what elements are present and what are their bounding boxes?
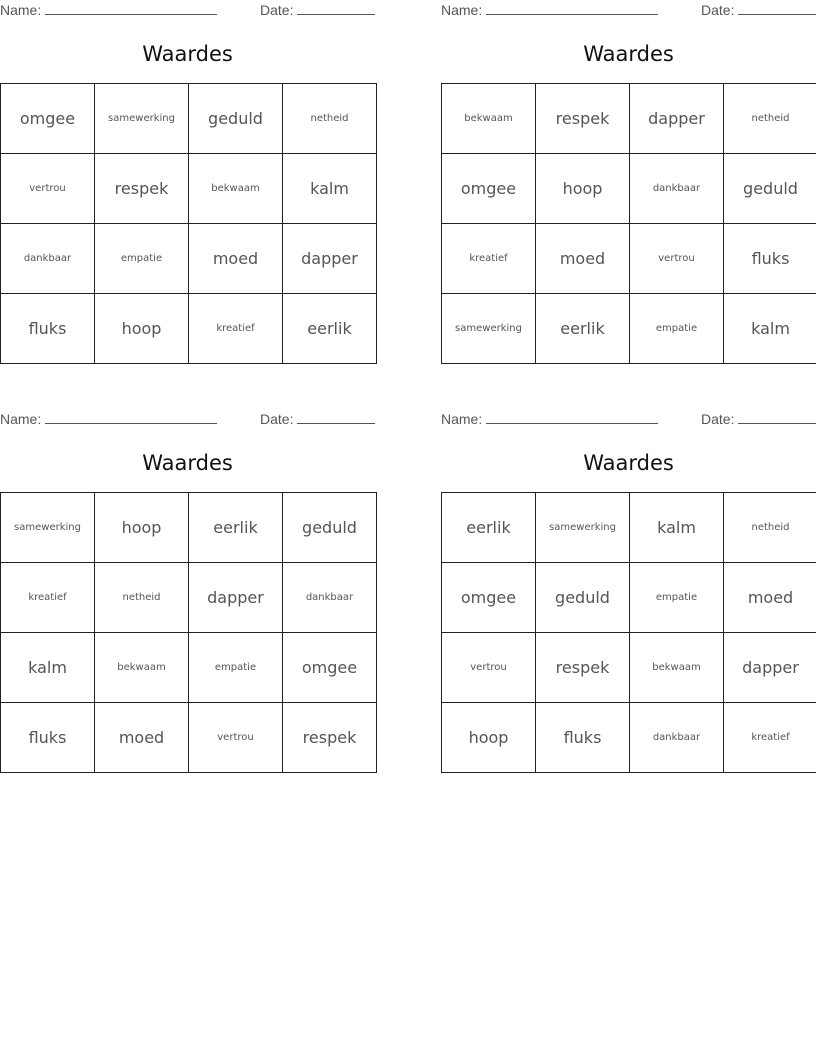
grid-cell: geduld	[189, 84, 283, 154]
grid-cell: dapper	[724, 633, 816, 703]
grid-cell: netheid	[95, 563, 189, 633]
grid-cell: dankbaar	[1, 224, 95, 294]
grid-cell: geduld	[536, 563, 630, 633]
grid-row	[1, 294, 377, 364]
grid-row	[442, 563, 816, 633]
grid-cell: kreatief	[442, 224, 536, 294]
date-label: Date:	[260, 411, 294, 427]
name-blank-line	[486, 411, 658, 424]
grid-cell: kalm	[1, 633, 95, 703]
grid-cell: omgee	[442, 154, 536, 224]
name-blank-line	[486, 2, 658, 15]
grid-cell: kalm	[283, 154, 377, 224]
grid-row	[442, 294, 816, 364]
grid-cell: empatie	[630, 294, 724, 364]
grid-cell: dankbaar	[630, 703, 724, 773]
grid-cell: dapper	[630, 84, 724, 154]
grid-cell: eerlik	[536, 294, 630, 364]
grid-cell: respek	[283, 703, 377, 773]
grid-row	[442, 224, 816, 294]
name-date-line	[441, 411, 816, 429]
grid-cell: kreatief	[189, 294, 283, 364]
grid-row	[442, 84, 816, 154]
grid-cell: bekwaam	[189, 154, 283, 224]
grid-cell: eerlik	[442, 493, 536, 563]
grid-cell: moed	[724, 563, 816, 633]
grid-cell: fluks	[536, 703, 630, 773]
grid-cell: bekwaam	[630, 633, 724, 703]
grid-cell: empatie	[189, 633, 283, 703]
name-field	[0, 411, 217, 427]
date-field	[260, 2, 375, 18]
name-label: Name:	[441, 2, 483, 18]
grid-cell: respek	[536, 84, 630, 154]
grid-cell: fluks	[1, 294, 95, 364]
name-date-line	[0, 411, 375, 429]
name-date-line	[0, 2, 375, 20]
grid-cell: moed	[95, 703, 189, 773]
grid-cell: samewerking	[1, 493, 95, 563]
name-date-line	[441, 2, 816, 20]
card-title: Waardes	[583, 42, 674, 66]
grid-cell: omgee	[442, 563, 536, 633]
date-blank-line	[297, 2, 375, 15]
grid-cell: geduld	[724, 154, 816, 224]
grid-row	[442, 633, 816, 703]
grid-cell: vertrou	[442, 633, 536, 703]
grid-row	[1, 563, 377, 633]
date-blank-line	[297, 411, 375, 424]
grid-row	[1, 154, 377, 224]
name-blank-line	[45, 2, 217, 15]
name-blank-line	[45, 411, 217, 424]
grid-row	[442, 493, 816, 563]
grid-cell: netheid	[283, 84, 377, 154]
grid-cell: omgee	[1, 84, 95, 154]
card-title: Waardes	[583, 451, 674, 475]
grid-row	[442, 154, 816, 224]
grid-cell: eerlik	[283, 294, 377, 364]
grid-cell: kreatief	[724, 703, 816, 773]
grid-cell: respek	[536, 633, 630, 703]
grid-cell: netheid	[724, 493, 816, 563]
date-field	[701, 411, 816, 427]
bingo-grid	[0, 83, 377, 364]
date-label: Date:	[701, 411, 735, 427]
bingo-grid	[0, 492, 377, 773]
name-field	[441, 411, 658, 427]
grid-cell: empatie	[630, 563, 724, 633]
grid-row	[1, 703, 377, 773]
grid-cell: samewerking	[442, 294, 536, 364]
grid-cell: dapper	[283, 224, 377, 294]
grid-cell: bekwaam	[442, 84, 536, 154]
grid-cell: omgee	[283, 633, 377, 703]
grid-cell: fluks	[724, 224, 816, 294]
grid-cell: vertrou	[1, 154, 95, 224]
grid-cell: hoop	[95, 294, 189, 364]
grid-row	[1, 493, 377, 563]
grid-cell: moed	[189, 224, 283, 294]
grid-cell: kalm	[724, 294, 816, 364]
date-blank-line	[738, 2, 816, 15]
grid-cell: hoop	[442, 703, 536, 773]
grid-cell: moed	[536, 224, 630, 294]
name-field	[0, 2, 217, 18]
grid-cell: bekwaam	[95, 633, 189, 703]
card-title: Waardes	[142, 451, 233, 475]
name-label: Name:	[0, 2, 42, 18]
date-label: Date:	[260, 2, 294, 18]
grid-cell: samewerking	[95, 84, 189, 154]
grid-cell: hoop	[95, 493, 189, 563]
name-label: Name:	[0, 411, 42, 427]
grid-cell: hoop	[536, 154, 630, 224]
grid-cell: vertrou	[189, 703, 283, 773]
grid-row	[1, 633, 377, 703]
grid-cell: kreatief	[1, 563, 95, 633]
grid-row	[1, 84, 377, 154]
bingo-grid	[441, 83, 816, 364]
grid-cell: fluks	[1, 703, 95, 773]
grid-cell: samewerking	[536, 493, 630, 563]
grid-cell: netheid	[724, 84, 816, 154]
date-label: Date:	[701, 2, 735, 18]
name-field	[441, 2, 658, 18]
grid-cell: geduld	[283, 493, 377, 563]
grid-row	[442, 703, 816, 773]
date-field	[260, 411, 375, 427]
grid-cell: vertrou	[630, 224, 724, 294]
card-title: Waardes	[142, 42, 233, 66]
bingo-grid	[441, 492, 816, 773]
grid-cell: eerlik	[189, 493, 283, 563]
date-blank-line	[738, 411, 816, 424]
date-field	[701, 2, 816, 18]
grid-cell: respek	[95, 154, 189, 224]
grid-cell: empatie	[95, 224, 189, 294]
name-label: Name:	[441, 411, 483, 427]
grid-cell: kalm	[630, 493, 724, 563]
grid-cell: dapper	[189, 563, 283, 633]
grid-cell: dankbaar	[630, 154, 724, 224]
grid-cell: dankbaar	[283, 563, 377, 633]
grid-row	[1, 224, 377, 294]
